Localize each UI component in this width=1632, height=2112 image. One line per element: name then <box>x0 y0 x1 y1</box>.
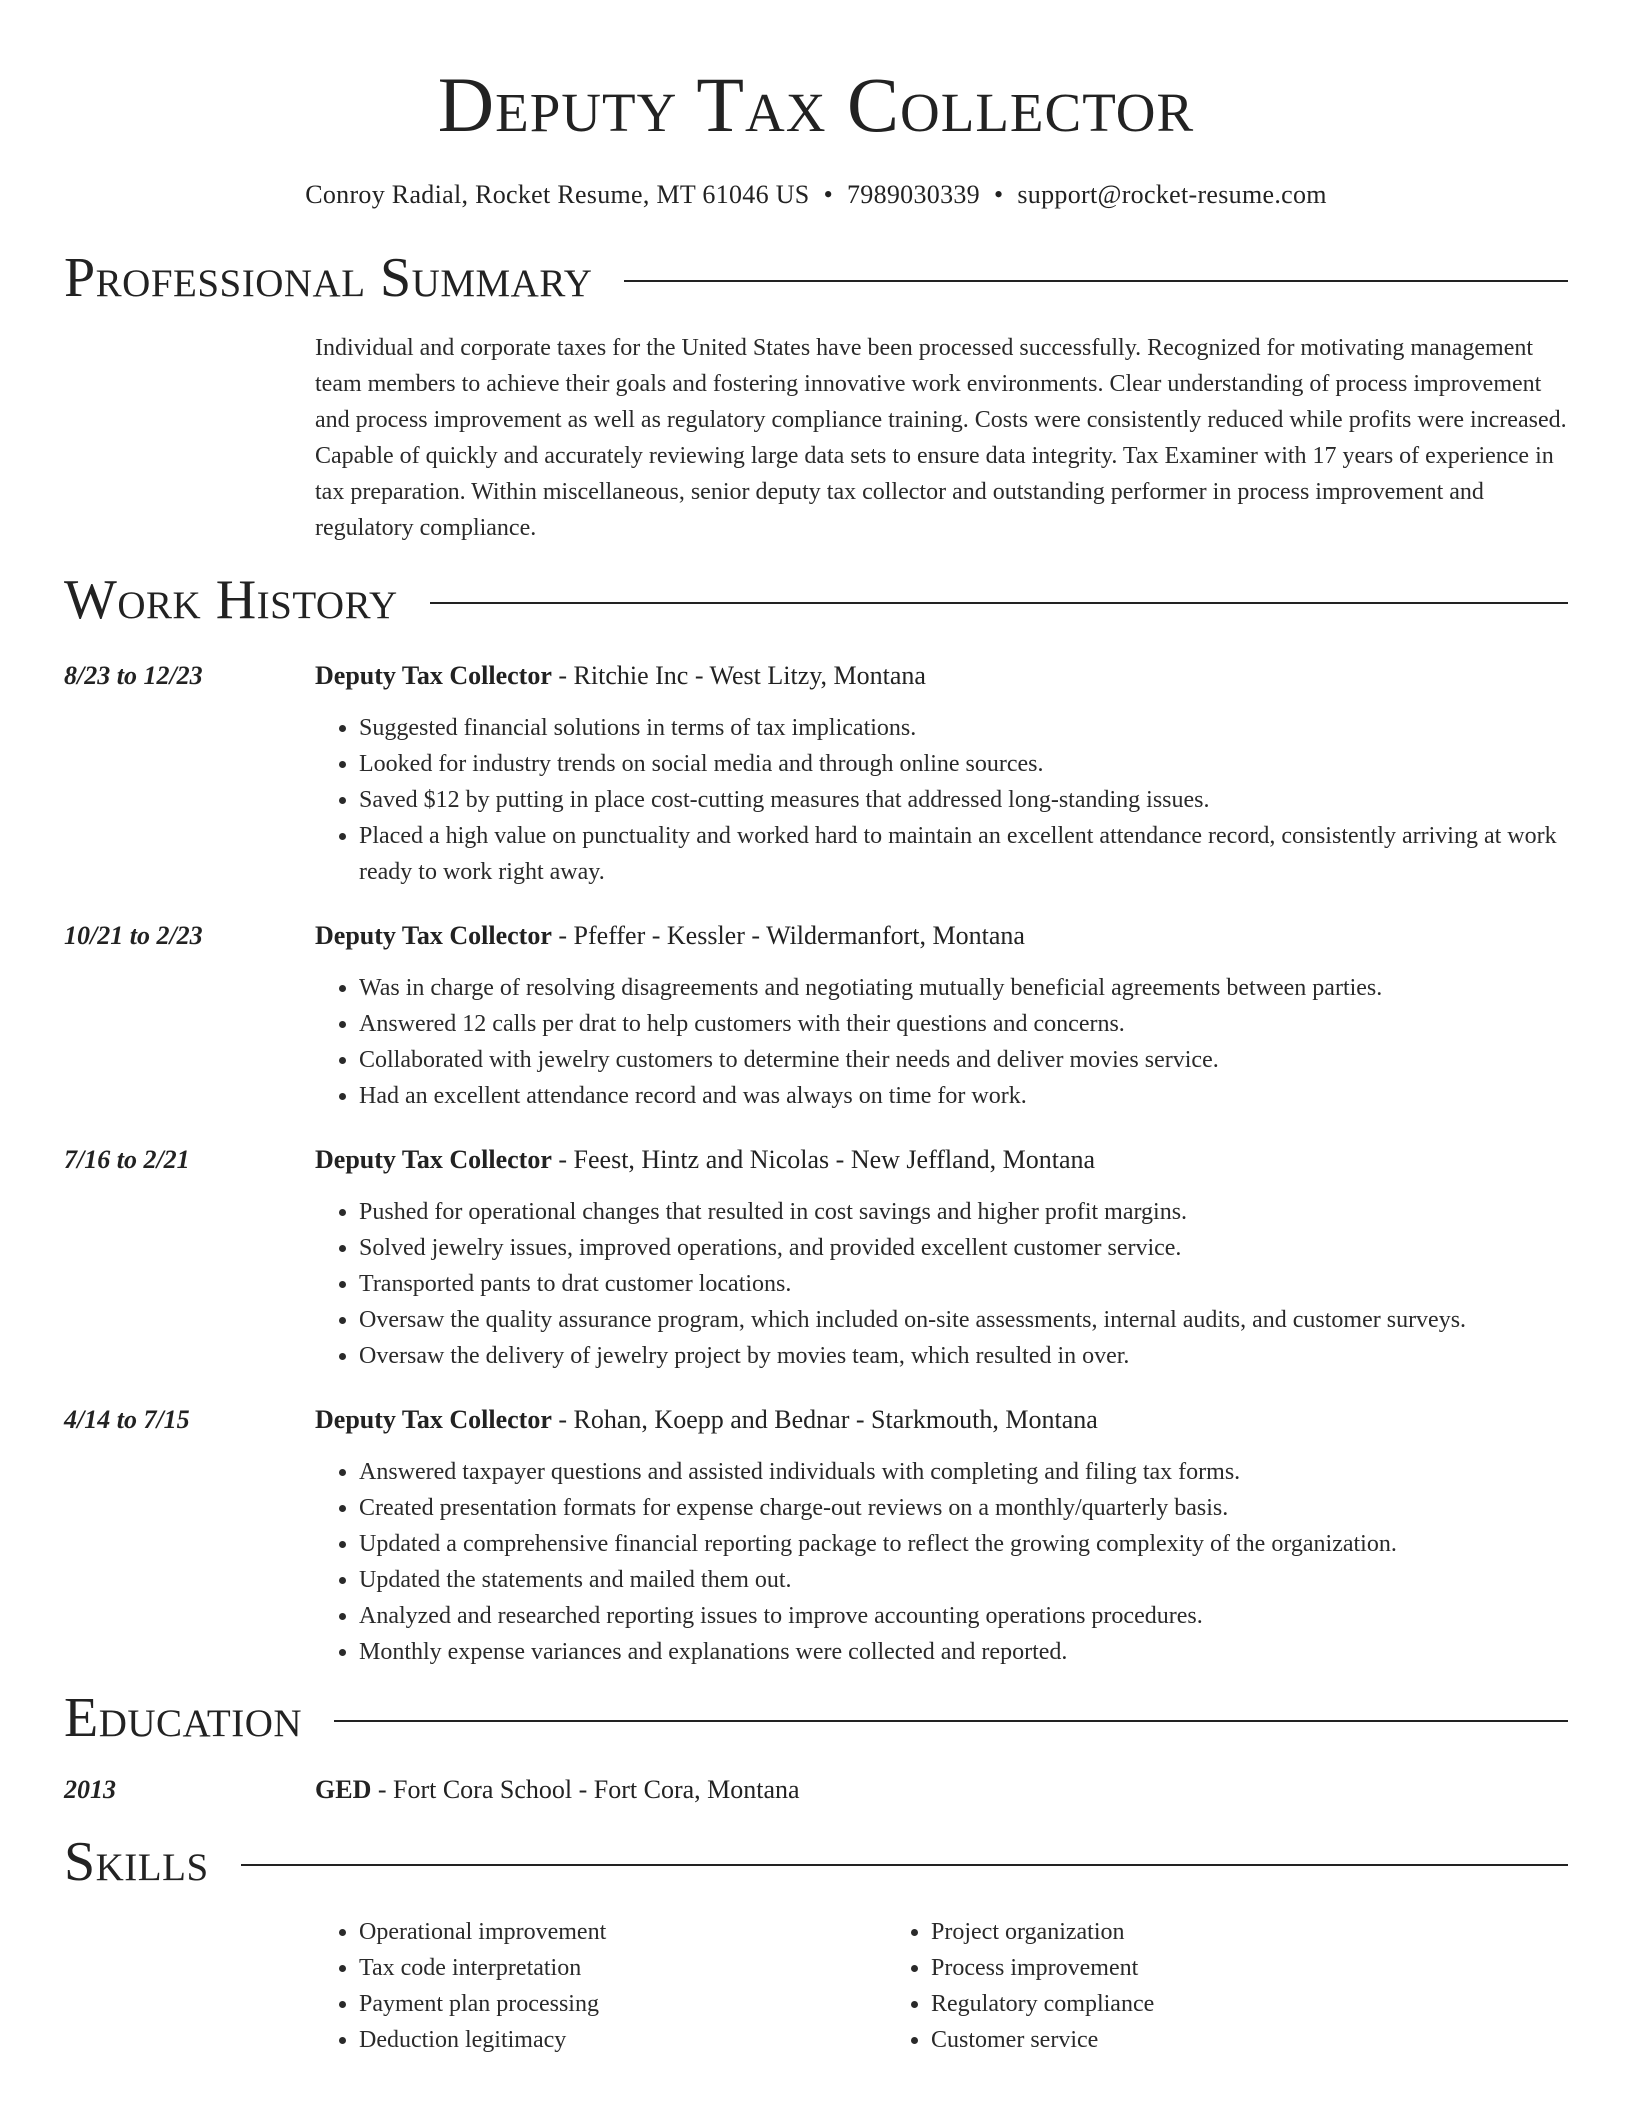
work-bullet-item: • Had an excellent attendance record and was always on time for work. <box>359 1078 1568 1114</box>
skill-item: • Tax code interpretation <box>359 1950 887 1986</box>
work-employer-location: - Feest, Hintz and Nicolas - New Jeffland, Montana <box>551 1145 1096 1174</box>
section-title-summary: Professional Summary <box>64 247 593 309</box>
skill-item: • Operational improvement <box>359 1914 887 1950</box>
work-heading <box>315 658 1568 694</box>
work-history-list <box>64 658 1568 1670</box>
education-heading <box>315 1772 1568 1808</box>
work-bullet-item: • Answered 12 calls per drat to help customers with their questions and concerns. <box>359 1006 1568 1042</box>
work-bullet-item: • Pushed for operational changes that resulted in cost savings and higher profit margins. <box>359 1194 1568 1230</box>
contact-phone: 7989030339 <box>846 180 980 209</box>
education-degree: GED <box>315 1775 372 1804</box>
work-bullet-item: • Solved jewelry issues, improved operations, and provided excellent customer service. <box>359 1230 1568 1266</box>
work-bullet-item: • Analyzed and researched reporting issues to improve accounting operations procedures. <box>359 1598 1568 1634</box>
work-entry <box>64 658 1568 890</box>
work-entry <box>64 1142 1568 1374</box>
work-bullet-item: • Placed a high value on punctuality and worked hard to maintain an excellent attendance record, consistently arriving at work ready to work right away. <box>359 818 1568 890</box>
work-role: Deputy Tax Collector <box>315 1405 552 1434</box>
education-entry <box>64 1772 1568 1808</box>
contact-separator: • <box>823 180 833 209</box>
skill-item: • Deduction legitimacy <box>359 2022 887 2058</box>
section-divider <box>334 1720 1568 1722</box>
work-bullet-item: • Created presentation formats for expense charge-out reviews on a monthly/quarterly basis. <box>359 1490 1568 1526</box>
work-bullet-item: • Oversaw the quality assurance program, which included on-site assessments, internal audits, and customer surveys. <box>359 1302 1568 1338</box>
work-bullet-item: • Suggested financial solutions in terms of tax implications. <box>359 710 1568 746</box>
skills-list <box>315 1914 1568 2058</box>
work-bullet-item: • Was in charge of resolving disagreements and negotiating mutually beneficial agreements between parties. <box>359 970 1568 1006</box>
skills-column-left <box>315 1914 887 2058</box>
work-heading <box>315 1402 1568 1438</box>
section-title-work-history: Work History <box>64 569 398 631</box>
work-role: Deputy Tax Collector <box>315 1145 552 1174</box>
work-dates: 4/14 to 7/15 <box>64 1405 190 1434</box>
resume-name-title: Deputy Tax Collector <box>437 61 1195 148</box>
contact-separator: • <box>993 180 1004 209</box>
work-employer-location: - Ritchie Inc - West Litzy, Montana <box>551 661 926 690</box>
work-employer-location: - Pfeffer - Kessler - Wildermanfort, Montana <box>551 921 1025 950</box>
work-bullet-item: • Looked for industry trends on social media and through online sources. <box>359 746 1568 782</box>
contact-address: Conroy Radial, Rocket Resume, MT 61046 US <box>305 180 810 209</box>
skill-item: • Payment plan processing <box>359 1986 887 2022</box>
work-bullets <box>315 710 1568 890</box>
work-bullet-item: • Updated a comprehensive financial reporting package to reflect the growing complexity of the organization. <box>359 1526 1568 1562</box>
section-header-skills <box>64 1831 1568 1893</box>
skill-item: • Project organization <box>931 1914 1459 1950</box>
section-title-education: Education <box>64 1687 303 1749</box>
work-role: Deputy Tax Collector <box>315 921 552 950</box>
education-details: - Fort Cora School - Fort Cora, Montana <box>371 1775 800 1804</box>
work-dates: 8/23 to 12/23 <box>64 661 203 690</box>
work-employer-location: - Rohan, Koepp and Bednar - Starkmouth, Montana <box>551 1405 1098 1434</box>
section-divider <box>241 1864 1568 1866</box>
work-dates: 10/21 to 2/23 <box>64 921 203 950</box>
section-header-work-history <box>64 569 1568 631</box>
work-bullet-item: • Updated the statements and mailed them out. <box>359 1562 1568 1598</box>
skill-item: • Customer service <box>931 2022 1459 2058</box>
work-bullet-item: • Collaborated with jewelry customers to determine their needs and deliver movies service. <box>359 1042 1568 1078</box>
work-bullet-item: • Oversaw the delivery of jewelry project by movies team, which resulted in over. <box>359 1338 1568 1374</box>
section-header-education <box>64 1687 1568 1749</box>
work-bullet-item: • Answered taxpayer questions and assisted individuals with completing and filing tax forms. <box>359 1454 1568 1490</box>
skill-item: • Regulatory compliance <box>931 1986 1459 2022</box>
skill-item: • Process improvement <box>931 1950 1459 1986</box>
summary-text: Individual and corporate taxes for the United States have been processed successfully. Recognized for motivating management team members to achieve their goals and fostering innovative work environments. Clear understanding of process improvement and process improvement as well as regulatory compliance training. Costs were consistently reduced while profits were increased. Capable of quickly and accurately reviewing large data sets to ensure data integrity. Tax Examiner with 17 years of experience in tax preparation. Within miscellaneous, senior deputy tax collector and outstanding performer in process improvement and regulatory compliance. <box>315 335 1567 541</box>
skills-column-right <box>887 1914 1459 2058</box>
section-header-summary <box>64 247 1568 309</box>
work-dates: 7/16 to 2/21 <box>64 1145 190 1174</box>
work-bullets <box>315 1194 1568 1374</box>
contact-line <box>64 180 1568 210</box>
work-heading <box>315 918 1568 954</box>
contact-email: support@rocket-resume.com <box>1017 180 1327 209</box>
education-year: 2013 <box>64 1775 116 1804</box>
work-heading <box>315 1142 1568 1178</box>
work-role: Deputy Tax Collector <box>315 661 552 690</box>
work-entry <box>64 918 1568 1114</box>
section-title-skills: Skills <box>64 1831 209 1893</box>
work-bullet-item: • Transported pants to drat customer locations. <box>359 1266 1568 1302</box>
section-divider <box>430 602 1568 604</box>
work-bullets <box>315 970 1568 1114</box>
work-bullets <box>315 1454 1568 1670</box>
section-divider <box>624 280 1568 282</box>
work-entry <box>64 1402 1568 1670</box>
work-bullet-item: • Monthly expense variances and explanations were collected and reported. <box>359 1634 1568 1670</box>
work-bullet-item: • Saved $12 by putting in place cost-cutting measures that addressed long-standing issues. <box>359 782 1568 818</box>
